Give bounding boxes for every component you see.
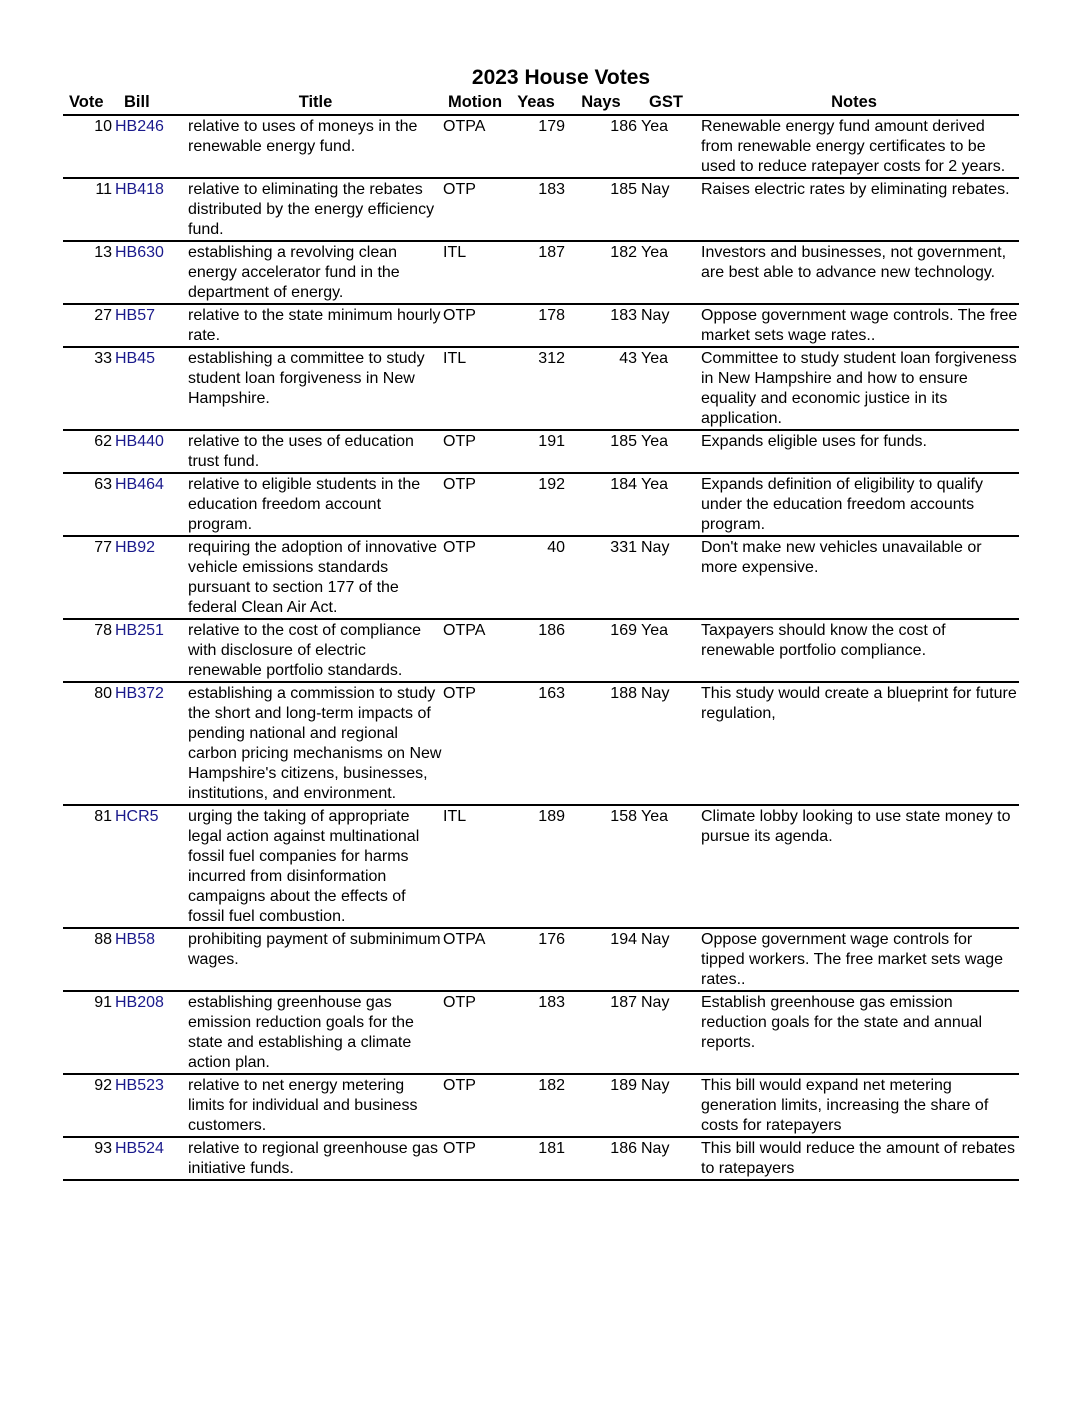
bill-cell (112, 619, 188, 682)
yeas-count: 40 (507, 536, 565, 619)
motion: OTP (443, 991, 507, 1074)
vote-number: 77 (63, 536, 112, 619)
motion: OTPA (443, 928, 507, 991)
notes: Investors and businesses, not government, are best able to advance new technology. (689, 241, 1019, 304)
gst-position: Nay (637, 1074, 689, 1137)
vote-number: 62 (63, 430, 112, 473)
table-row (63, 178, 1019, 241)
nays-count: 188 (565, 682, 637, 805)
header-yeas: Yeas (507, 92, 565, 115)
table-row (63, 619, 1019, 682)
table-row (63, 1137, 1019, 1180)
table-row (63, 1074, 1019, 1137)
motion: ITL (443, 805, 507, 928)
header-row (63, 92, 1019, 115)
bill-link[interactable]: HB251 (115, 622, 164, 639)
bill-title: relative to eligible students in the education freedom account program. (188, 473, 443, 536)
bill-title: relative to the cost of compliance with disclosure of electric renewable portfolio standards. (188, 619, 443, 682)
header-notes: Notes (689, 92, 1019, 115)
nays-count: 158 (565, 805, 637, 928)
yeas-count: 182 (507, 1074, 565, 1137)
bill-cell (112, 682, 188, 805)
bill-cell (112, 1074, 188, 1137)
bill-link[interactable]: HB418 (115, 181, 164, 198)
vote-number: 11 (63, 178, 112, 241)
bill-cell (112, 805, 188, 928)
table-row (63, 536, 1019, 619)
notes: Raises electric rates by eliminating rebates. (689, 178, 1019, 241)
bill-title: relative to net energy metering limits for individual and business customers. (188, 1074, 443, 1137)
bill-link[interactable]: HB92 (115, 539, 156, 556)
vote-number: 33 (63, 347, 112, 430)
yeas-count: 163 (507, 682, 565, 805)
gst-position: Nay (637, 304, 689, 347)
gst-position: Yea (637, 115, 689, 178)
table-row (63, 430, 1019, 473)
bill-title: relative to eliminating the rebates distributed by the energy efficiency fund. (188, 178, 443, 241)
yeas-count: 312 (507, 347, 565, 430)
bill-title: relative to the uses of education trust fund. (188, 430, 443, 473)
yeas-count: 176 (507, 928, 565, 991)
bill-title: relative to the state minimum hourly rate. (188, 304, 443, 347)
motion: OTPA (443, 619, 507, 682)
gst-position: Nay (637, 178, 689, 241)
gst-position: Yea (637, 619, 689, 682)
bill-link[interactable]: HB246 (115, 118, 164, 135)
notes: Expands definition of eligibility to qualify under the education freedom accounts program. (689, 473, 1019, 536)
bill-link[interactable]: HB524 (115, 1140, 164, 1157)
notes: This bill would reduce the amount of rebates to ratepayers (689, 1137, 1019, 1180)
page-title: 2023 House Votes (471, 66, 651, 89)
nays-count: 182 (565, 241, 637, 304)
bill-title: prohibiting payment of subminimum wages. (188, 928, 443, 991)
header-vote: Vote (63, 92, 112, 115)
motion: OTP (443, 536, 507, 619)
bill-cell (112, 991, 188, 1074)
notes: Oppose government wage controls for tipped workers. The free market sets wage rates.. (689, 928, 1019, 991)
notes: Climate lobby looking to use state money to pursue its agenda. (689, 805, 1019, 928)
yeas-count: 192 (507, 473, 565, 536)
vote-number: 78 (63, 619, 112, 682)
bill-cell (112, 473, 188, 536)
motion: OTP (443, 430, 507, 473)
yeas-count: 187 (507, 241, 565, 304)
vote-number: 63 (63, 473, 112, 536)
header-title: Title (188, 92, 443, 115)
table-row (63, 473, 1019, 536)
bill-link[interactable]: HB523 (115, 1077, 164, 1094)
yeas-count: 186 (507, 619, 565, 682)
nays-count: 194 (565, 928, 637, 991)
gst-position: Yea (637, 473, 689, 536)
motion: OTP (443, 473, 507, 536)
nays-count: 187 (565, 991, 637, 1074)
motion: OTP (443, 1137, 507, 1180)
gst-position: Nay (637, 682, 689, 805)
bill-title: establishing greenhouse gas emission reduction goals for the state and establishing a climate action plan. (188, 991, 443, 1074)
bill-cell (112, 536, 188, 619)
bill-link[interactable]: HB440 (115, 433, 164, 450)
bill-link[interactable]: HB372 (115, 685, 164, 702)
bill-link[interactable]: HB45 (115, 350, 156, 367)
nays-count: 169 (565, 619, 637, 682)
vote-number: 13 (63, 241, 112, 304)
bill-link[interactable]: HB630 (115, 244, 164, 261)
yeas-count: 183 (507, 178, 565, 241)
header-motion: Motion (443, 92, 507, 115)
table-row (63, 304, 1019, 347)
nays-count: 185 (565, 178, 637, 241)
table-row (63, 991, 1019, 1074)
bill-title: establishing a committee to study student loan forgiveness in New Hampshire. (188, 347, 443, 430)
bill-link[interactable]: HCR5 (115, 808, 159, 825)
motion: OTP (443, 682, 507, 805)
bill-cell (112, 347, 188, 430)
vote-number: 27 (63, 304, 112, 347)
table-row (63, 241, 1019, 304)
bill-title: relative to uses of moneys in the renewable energy fund. (188, 115, 443, 178)
notes: Renewable energy fund amount derived from renewable energy certificates to be used to reduce ratepayer costs for 2 years. (689, 115, 1019, 178)
notes: Establish greenhouse gas emission reduction goals for the state and annual reports. (689, 991, 1019, 1074)
bill-cell (112, 928, 188, 991)
header-nays: Nays (565, 92, 637, 115)
motion: OTP (443, 1074, 507, 1137)
votes-table (63, 92, 1019, 1181)
motion: OTPA (443, 115, 507, 178)
bill-link[interactable]: HB464 (115, 476, 164, 493)
yeas-count: 191 (507, 430, 565, 473)
bill-title: establishing a commission to study the short and long-term impacts of pending national and regional carbon pricing mechanisms on New Hampshire's citizens, businesses, institutions, and environment. (188, 682, 443, 805)
bill-link[interactable]: HB58 (115, 931, 156, 948)
table-row (63, 928, 1019, 991)
bill-cell (112, 1137, 188, 1180)
yeas-count: 181 (507, 1137, 565, 1180)
nays-count: 185 (565, 430, 637, 473)
vote-number: 80 (63, 682, 112, 805)
notes: This bill would expand net metering generation limits, increasing the share of costs for ratepayers (689, 1074, 1019, 1137)
table-row (63, 115, 1019, 178)
nays-count: 331 (565, 536, 637, 619)
table-row (63, 682, 1019, 805)
yeas-count: 189 (507, 805, 565, 928)
gst-position: Yea (637, 430, 689, 473)
motion: OTP (443, 304, 507, 347)
bill-cell (112, 304, 188, 347)
yeas-count: 179 (507, 115, 565, 178)
motion: ITL (443, 347, 507, 430)
bill-title: urging the taking of appropriate legal action against multinational fossil fuel companies for harms incurred from disinformation campaigns about the effects of fossil fuel combustion. (188, 805, 443, 928)
vote-number: 10 (63, 115, 112, 178)
bill-title: establishing a revolving clean energy accelerator fund in the department of energy. (188, 241, 443, 304)
nays-count: 43 (565, 347, 637, 430)
document-page (63, 64, 1019, 1181)
vote-number: 81 (63, 805, 112, 928)
vote-number: 88 (63, 928, 112, 991)
notes: This study would create a blueprint for future regulation, (689, 682, 1019, 805)
gst-position: Yea (637, 805, 689, 928)
nays-count: 186 (565, 115, 637, 178)
bill-title: requiring the adoption of innovative vehicle emissions standards pursuant to section 177 of the federal Clean Air Act. (188, 536, 443, 619)
vote-number: 92 (63, 1074, 112, 1137)
nays-count: 186 (565, 1137, 637, 1180)
yeas-count: 178 (507, 304, 565, 347)
header-gst: GST (637, 92, 689, 115)
motion: ITL (443, 241, 507, 304)
bill-title: relative to regional greenhouse gas initiative funds. (188, 1137, 443, 1180)
gst-position: Nay (637, 991, 689, 1074)
nays-count: 189 (565, 1074, 637, 1137)
notes: Taxpayers should know the cost of renewable portfolio compliance. (689, 619, 1019, 682)
notes: Expands eligible uses for funds. (689, 430, 1019, 473)
table-row (63, 347, 1019, 430)
bill-cell (112, 115, 188, 178)
nays-count: 183 (565, 304, 637, 347)
bill-link[interactable]: HB208 (115, 994, 164, 1011)
notes: Oppose government wage controls. The free market sets wage rates.. (689, 304, 1019, 347)
gst-position: Nay (637, 1137, 689, 1180)
notes: Committee to study student loan forgiveness in New Hampshire and how to ensure equality and economic justice in its application. (689, 347, 1019, 430)
header-bill: Bill (112, 92, 188, 115)
bill-cell (112, 430, 188, 473)
motion: OTP (443, 178, 507, 241)
notes: Don't make new vehicles unavailable or more expensive. (689, 536, 1019, 619)
nays-count: 184 (565, 473, 637, 536)
vote-number: 93 (63, 1137, 112, 1180)
gst-position: Yea (637, 241, 689, 304)
gst-position: Yea (637, 347, 689, 430)
vote-number: 91 (63, 991, 112, 1074)
bill-link[interactable]: HB57 (115, 307, 156, 324)
gst-position: Nay (637, 536, 689, 619)
bill-cell (112, 178, 188, 241)
bill-cell (112, 241, 188, 304)
gst-position: Nay (637, 928, 689, 991)
yeas-count: 183 (507, 991, 565, 1074)
table-row (63, 805, 1019, 928)
